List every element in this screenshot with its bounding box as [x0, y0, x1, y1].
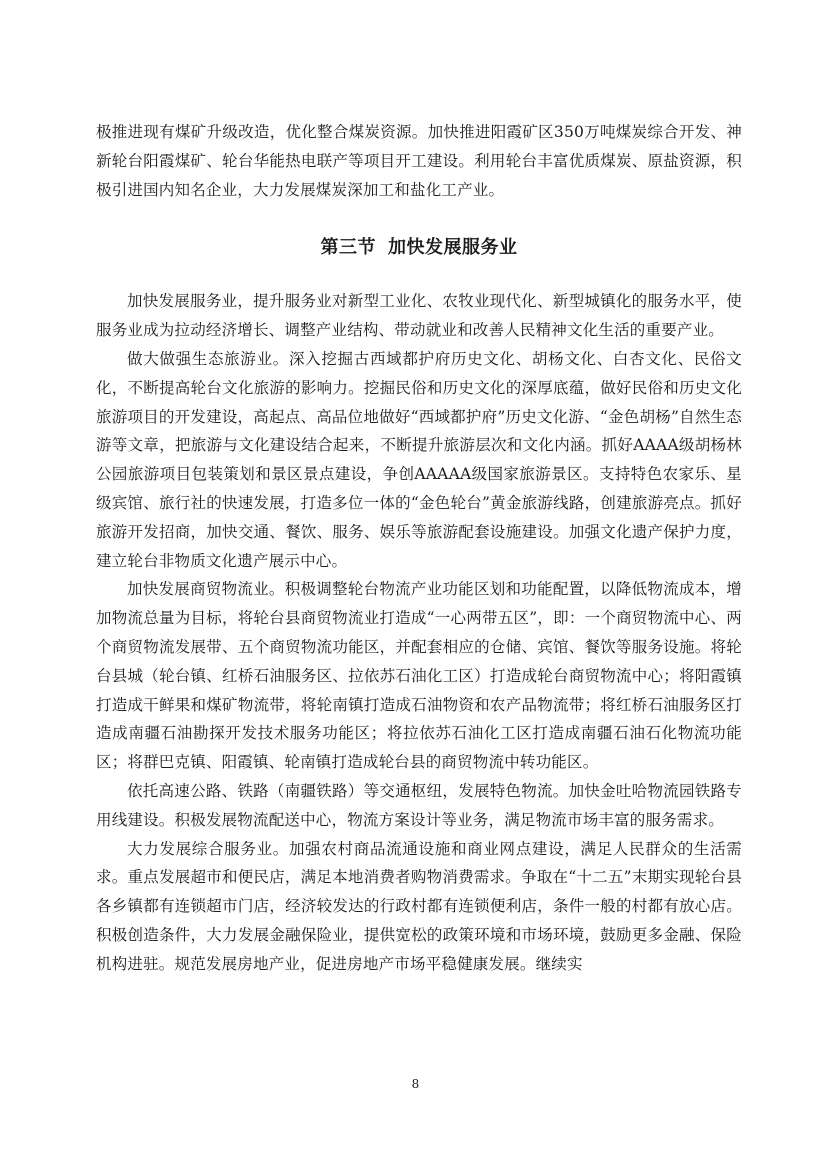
- paragraph-logistics: 加快发展商贸物流业。积极调整轮台物流产业功能区划和功能配置，以降低物流成本，增加物流总量为目标，将轮台县商贸物流业打造成“一心两带五区”，即：一个商贸物流中心、两个商贸物流发展带、五个商贸物流功能区，并配套相应的仓储、宾馆、餐饮等服务设施。将轮台县城（轮台镇、红桥石油服务区、拉依苏石油化工区）打造成轮台商贸物流中心；将阳霞镇打造成干鲜果和煤矿物流带，将轮南镇打造成石油物资和农产品物流带；将红桥石油服务区打造成南疆石油勘探开发技术服务功能区；将拉依苏石油化工区打造成南疆石油石化物流功能区；将群巴克镇、阳霞镇、轮南镇打造成轮台县的商贸物流中转功能区。: [96, 580, 742, 772]
- paragraph-services: 大力发展综合服务业。加强农村商品流通设施和商业网点建设，满足人民群众的生活需求。重点发展超市和便民店，满足本地消费者购物消费需求。争取在“十二五”末期实现轮台县各乡镇都有连锁超市门店，经济较发达的行政村都有连锁便利店，条件一般的村都有放心店。积极创造条件，大力发展金融保险业，提供宽松的政策环境和市场环境，鼓励更多金融、保险机构进驻。规范发展房地产业，促进房地产市场平稳健康发展。继续实: [96, 839, 742, 973]
- paragraph-tourism: 做大做强生态旅游业。深入挖掘古西域都护府历史文化、胡杨文化、白杏文化、民俗文化，不断提高轮台文化旅游的影响力。挖掘民俗和历史文化的深厚底蕴，做好民俗和历史文化旅游项目的开发建设，高起点、高品位地做好“西域都护府”历史文化游、“金色胡杨”自然生态游等文章，把旅游与文化建设结合起来，不断提升旅游层次和文化内涵。抓好AAAA级胡杨林公园旅游项目包装策划和景区景点建设，争创AAAAA级国家旅游景区。支持特色农家乐、星级宾馆、旅行社的快速发展，打造多位一体的“金色轮台”黄金旅游线路，创建旅游亮点。抓好旅游开发招商，加快交通、餐饮、服务、娱乐等旅游配套设施建设。加强文化遗产保护力度，建立轮台非物质文化遗产展示中心。: [96, 349, 742, 570]
- section-heading: [96, 234, 742, 262]
- section-title: 加快发展服务业: [388, 237, 518, 259]
- paragraph-continued: 极推进现有煤矿升级改造，优化整合煤炭资源。加快推进阳霞矿区350万吨煤炭综合开发、神新轮台阳霞煤矿、轮台华能热电联产等项目开工建设。利用轮台丰富优质煤炭、原盐资源，积极引进国内知名企业，大力发展煤炭深加工和盐化工产业。: [96, 123, 742, 199]
- page-content: [96, 118, 742, 979]
- paragraph-intro: 加快发展服务业，提升服务业对新型工业化、农牧业现代化、新型城镇化的服务水平，使服务业成为拉动经济增长、调整产业结构、带动就业和改善人民精神文化生活的重要产业。: [96, 292, 742, 340]
- page-number: 8: [411, 1077, 420, 1091]
- paragraph-transport: 依托高速公路、铁路（南疆铁路）等交通枢纽，发展特色物流。加快金吐哈物流园铁路专用线建设。积极发展物流配送中心，物流方案设计等业务，满足物流市场丰富的服务需求。: [96, 781, 742, 829]
- section-number: 第三节: [320, 237, 376, 259]
